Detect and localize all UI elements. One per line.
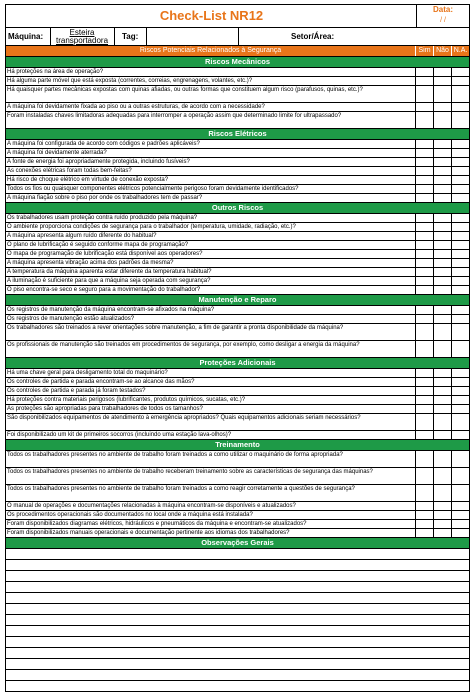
answer-na-cell[interactable] [451, 324, 469, 340]
observation-line[interactable] [6, 593, 469, 604]
checklist-question: Há alguma parte móvel que está exposta (correntes, correias, engrenagens, volantes, etc.)? [7, 78, 253, 84]
answer-na-cell[interactable] [451, 405, 469, 413]
answer-na-cell[interactable] [451, 194, 469, 202]
answer-no-cell[interactable] [433, 277, 451, 285]
checklist-question: A máquina apresenta vibração acima dos padrões da mesma? [7, 260, 174, 266]
answer-yes-cell[interactable] [415, 68, 433, 76]
answer-na-cell[interactable] [451, 451, 469, 467]
answer-na-cell[interactable] [451, 241, 469, 249]
checklist-row [6, 140, 469, 149]
section-title: Outros Riscos [6, 203, 469, 214]
observation-line[interactable] [6, 604, 469, 615]
checklist-row [6, 158, 469, 167]
answer-yes-cell[interactable] [415, 194, 433, 202]
checklist-question: As conexões elétricas foram todas bem-feitas? [7, 168, 132, 174]
checklist-question: Todos os trabalhadores presentes no ambiente de trabalho foram treinados a como reagir corretamente a questões de segurança? [7, 486, 355, 492]
answer-no-cell[interactable] [433, 68, 451, 76]
observations-area[interactable] [6, 549, 469, 691]
section-title: Riscos Elétricos [6, 129, 469, 140]
answer-no-cell[interactable] [433, 185, 451, 193]
checklist-question: A iluminação é suficiente para que a máquina seja operada com segurança? [7, 278, 211, 284]
answer-na-cell[interactable] [451, 387, 469, 395]
checklist-question: Há quaisquer partes mecânicas expostas com quinas afiadas, ou outras formas que constituem algum risco (parafusos, quinas, etc.)? [7, 87, 363, 93]
checklist-question: Todos os trabalhadores presentes no ambiente de trabalho foram treinados a como utilizar o maquinário de forma apropriada? [7, 452, 343, 458]
checklist-row [6, 185, 469, 194]
answer-yes-cell[interactable] [415, 306, 433, 314]
checklist-question: Foram disponibilizados manuais operacionais e documentação pertinente aos idiomas dos trabalhadores? [7, 530, 290, 536]
answer-yes-cell[interactable] [415, 485, 433, 501]
answer-na-cell[interactable] [451, 250, 469, 258]
answer-yes-cell[interactable] [415, 167, 433, 175]
checklist-row [6, 414, 469, 431]
date-box[interactable] [416, 5, 469, 27]
machine-value[interactable]: Esteira transportadora [55, 28, 109, 45]
checklist-question: Todos os fios ou quaisquer componentes elétricos potencialmente perigoso foram devidamente identificados? [7, 186, 299, 192]
answer-yes-cell[interactable] [415, 250, 433, 258]
answer-yes-cell[interactable] [415, 414, 433, 430]
checklist-question: São disponibilizados equipamentos de atendimento à emergência apropriados? Quais equipamentos adicionais seriam necessários? [7, 415, 361, 421]
answer-yes-cell[interactable] [415, 214, 433, 222]
observation-line[interactable] [6, 549, 469, 560]
checklist-row [6, 378, 469, 387]
checklist-question: Os controles de partida e parada encontram-se ao alcance das mãos? [7, 379, 195, 385]
checklist-row [6, 86, 469, 103]
checklist-question: A máquina foi devidamente aterrada? [7, 150, 107, 156]
answer-yes-cell[interactable] [415, 511, 433, 519]
checklist-row [6, 396, 469, 405]
answer-na-cell[interactable] [451, 396, 469, 404]
checklist-sheet [5, 4, 470, 692]
answer-yes-cell[interactable] [415, 520, 433, 528]
answer-yes-cell[interactable] [415, 149, 433, 157]
answer-no-cell[interactable] [433, 369, 451, 377]
answer-no-cell[interactable] [433, 520, 451, 528]
answer-no-cell[interactable] [433, 485, 451, 501]
date-label: Data: [432, 5, 453, 14]
option-header-no: Não [433, 46, 451, 56]
tag-label: Tag: [122, 32, 139, 41]
answer-no-cell[interactable] [433, 194, 451, 202]
answer-na-cell[interactable] [451, 214, 469, 222]
checklist-row [6, 529, 469, 538]
answer-yes-cell[interactable] [415, 241, 433, 249]
answer-no-cell[interactable] [433, 529, 451, 537]
answer-na-cell[interactable] [451, 485, 469, 501]
answer-na-cell[interactable] [451, 103, 469, 111]
answer-yes-cell[interactable] [415, 529, 433, 537]
answer-na-cell[interactable] [451, 268, 469, 276]
checklist-row [6, 77, 469, 86]
checklist-row [6, 341, 469, 358]
answer-yes-cell[interactable] [415, 396, 433, 404]
answer-no-cell[interactable] [433, 86, 451, 102]
answer-na-cell[interactable] [451, 140, 469, 148]
title-bar [6, 5, 469, 28]
answer-na-cell[interactable] [451, 286, 469, 294]
answer-no-cell[interactable] [433, 396, 451, 404]
checklist-row [6, 194, 469, 203]
answer-no-cell[interactable] [433, 223, 451, 231]
answer-no-cell[interactable] [433, 431, 451, 439]
answer-na-cell[interactable] [451, 520, 469, 528]
answer-na-cell[interactable] [451, 167, 469, 175]
answer-na-cell[interactable] [451, 431, 469, 439]
answer-no-cell[interactable] [433, 502, 451, 510]
checklist-question: Há uma chave geral para desligamento total do maquinário? [7, 370, 168, 376]
answer-no-cell[interactable] [433, 214, 451, 222]
answer-no-cell[interactable] [433, 378, 451, 386]
checklist-row [6, 103, 469, 112]
checklist-row [6, 250, 469, 259]
answer-no-cell[interactable] [433, 387, 451, 395]
answer-yes-cell[interactable] [415, 86, 433, 102]
answer-no-cell[interactable] [433, 324, 451, 340]
observation-line[interactable] [6, 571, 469, 582]
observation-line[interactable] [6, 582, 469, 593]
answer-yes-cell[interactable] [415, 232, 433, 240]
answer-no-cell[interactable] [433, 112, 451, 128]
checklist-question: O mapa de programação de lubrificação está disponível aos operadores? [7, 251, 203, 257]
answer-na-cell[interactable] [451, 414, 469, 430]
answer-yes-cell[interactable] [415, 286, 433, 294]
answer-na-cell[interactable] [451, 77, 469, 85]
checklist-row [6, 468, 469, 485]
checklist-row [6, 387, 469, 396]
checklist-question: A máquina apresenta algum ruído diferente do habitual? [7, 233, 157, 239]
answer-yes-cell[interactable] [415, 431, 433, 439]
checklist-row [6, 149, 469, 158]
checklist-row [6, 286, 469, 295]
section-title: Treinamento [6, 440, 469, 451]
machine-label: Máquina: [8, 32, 44, 41]
checklist-question: Foram disponibilizados diagramas elétricos, hidráulicos e pneumáticos da máquina e encontram-se atualizados? [7, 521, 307, 527]
checklist-row [6, 520, 469, 529]
checklist-row [6, 68, 469, 77]
checklist-row [6, 405, 469, 414]
checklist-question: A máquina fiação sobre o piso por onde os trabalhadores tem de passar? [7, 195, 203, 201]
checklist-question: A fonte de energia foi apropriadamente protegida, incluindo fusíveis? [7, 159, 190, 165]
answer-na-cell[interactable] [451, 378, 469, 386]
section-title: Manutenção e Reparo [6, 295, 469, 306]
observation-line[interactable] [6, 681, 469, 691]
answer-no-cell[interactable] [433, 315, 451, 323]
checklist-row [6, 223, 469, 232]
checklist-row [6, 431, 469, 440]
checklist-row [6, 112, 469, 129]
answer-yes-cell[interactable] [415, 378, 433, 386]
checklist-question: Foi disponibilizado um kit de primeiros socorros (incluindo uma estação lava-olhos)? [7, 432, 232, 438]
answer-na-cell[interactable] [451, 158, 469, 166]
checklist-sections [6, 57, 469, 538]
answer-yes-cell[interactable] [415, 176, 433, 184]
answer-no-cell[interactable] [433, 167, 451, 175]
checklist-row [6, 277, 469, 286]
observation-line[interactable] [6, 560, 469, 571]
answer-no-cell[interactable] [433, 140, 451, 148]
answer-no-cell[interactable] [433, 286, 451, 294]
answer-no-cell[interactable] [433, 149, 451, 157]
observation-line[interactable] [6, 670, 469, 681]
answer-yes-cell[interactable] [415, 451, 433, 467]
answer-na-cell[interactable] [451, 232, 469, 240]
answer-na-cell[interactable] [451, 341, 469, 357]
answer-na-cell[interactable] [451, 86, 469, 102]
table-header [6, 46, 469, 57]
answer-yes-cell[interactable] [415, 112, 433, 128]
sector-label: Setor/Área: [291, 32, 335, 41]
answer-no-cell[interactable] [433, 232, 451, 240]
answer-na-cell[interactable] [451, 176, 469, 184]
answer-na-cell[interactable] [451, 468, 469, 484]
answer-yes-cell[interactable] [415, 259, 433, 267]
checklist-question: Há proteções contra materiais perigosos (lubrificantes, produtos químicos, sucatas, etc.)? [7, 397, 246, 403]
answer-no-cell[interactable] [433, 306, 451, 314]
answer-na-cell[interactable] [451, 306, 469, 314]
answer-no-cell[interactable] [433, 414, 451, 430]
answer-na-cell[interactable] [451, 149, 469, 157]
observation-line[interactable] [6, 626, 469, 637]
checklist-row [6, 511, 469, 520]
answer-na-cell[interactable] [451, 185, 469, 193]
checklist-question: Os trabalhadores são treinados a rever orientações sobre manutenção, a fim de garantir a pronta disponibilidade da máquina? [7, 325, 344, 331]
checklist-question: Há proteções na área de operação? [7, 69, 104, 75]
checklist-question: O piso encontra-se seco e seguro para a movimentação do trabalhador? [7, 287, 201, 293]
checklist-row [6, 259, 469, 268]
checklist-question: Há risco de choque elétrico em virtude de conexão exposta? [7, 177, 169, 183]
answer-na-cell[interactable] [451, 369, 469, 377]
answer-no-cell[interactable] [433, 268, 451, 276]
answer-yes-cell[interactable] [415, 140, 433, 148]
section-title: Proteções Adicionais [6, 358, 469, 369]
answer-yes-cell[interactable] [415, 223, 433, 231]
answer-na-cell[interactable] [451, 259, 469, 267]
info-row [6, 28, 469, 46]
answer-no-cell[interactable] [433, 103, 451, 111]
table-header-title: Riscos Potenciais Relacionados à Segurança [139, 47, 282, 54]
answer-yes-cell[interactable] [415, 369, 433, 377]
checklist-row [6, 369, 469, 378]
answer-yes-cell[interactable] [415, 158, 433, 166]
answer-no-cell[interactable] [433, 250, 451, 258]
answer-yes-cell[interactable] [415, 103, 433, 111]
answer-no-cell[interactable] [433, 77, 451, 85]
checklist-row [6, 268, 469, 277]
checklist-question: Foram instaladas chaves limitadoras adequadas para interromper a operação assim que determinado limite for ultrapassado? [7, 113, 342, 119]
document-title: Check-List NR12 [159, 8, 264, 23]
option-header-yes: Sim [415, 46, 433, 56]
checklist-row [6, 167, 469, 176]
answer-na-cell[interactable] [451, 68, 469, 76]
answer-no-cell[interactable] [433, 259, 451, 267]
checklist-question: Os registros de manutenção da máquina encontram-se afixados na máquina? [7, 307, 215, 313]
checklist-row [6, 324, 469, 341]
checklist-row [6, 241, 469, 250]
sector-field[interactable] [346, 28, 466, 45]
checklist-question: As proteções são apropriadas para trabalhadores de todos os tamanhos? [7, 406, 203, 412]
checklist-question: Os controles de partida e parada já foram testados? [7, 388, 146, 394]
answer-na-cell[interactable] [451, 277, 469, 285]
answer-no-cell[interactable] [433, 341, 451, 357]
answer-yes-cell[interactable] [415, 277, 433, 285]
observation-line[interactable] [6, 615, 469, 626]
answer-yes-cell[interactable] [415, 315, 433, 323]
checklist-row [6, 485, 469, 502]
answer-na-cell[interactable] [451, 529, 469, 537]
answer-yes-cell[interactable] [415, 468, 433, 484]
answer-na-cell[interactable] [451, 502, 469, 510]
section-title: Riscos Mecânicos [6, 57, 469, 68]
checklist-question: Os procedimentos operacionais são documentados no local onde a máquina está instalada? [7, 512, 253, 518]
answer-yes-cell[interactable] [415, 341, 433, 357]
observation-line[interactable] [6, 659, 469, 670]
checklist-row [6, 306, 469, 315]
answer-no-cell[interactable] [433, 511, 451, 519]
checklist-question: A máquina foi devidamente fixada ao piso ou a outras estruturas, de acordo com a necessidade? [7, 104, 265, 110]
checklist-question: O ambiente proporciona condições de segurança para o trabalhador (temperatura, umidade, radiação, etc.)? [7, 224, 296, 230]
option-header-na: N.A. [451, 46, 469, 56]
answer-no-cell[interactable] [433, 176, 451, 184]
checklist-question: Todos os trabalhadores presentes no ambiente de trabalho receberam treinamento sobre as características de segurança das máquinas? [7, 469, 373, 475]
checklist-question: O manual de operações e documentações relacionadas à máquina encontram-se disponíveis e atualizados? [7, 503, 296, 509]
checklist-question: Os profissionais de manutenção são treinados em procedimentos de segurança, por exemplo, como desligar a energia da máquina? [7, 342, 360, 348]
checklist-row [6, 176, 469, 185]
answer-yes-cell[interactable] [415, 324, 433, 340]
checklist-row [6, 502, 469, 511]
answer-yes-cell[interactable] [415, 502, 433, 510]
checklist-question: O plano de lubrificação é seguido conforme mapa de programação? [7, 242, 189, 248]
answer-no-cell[interactable] [433, 451, 451, 467]
checklist-row [6, 315, 469, 324]
checklist-question: Os trabalhadores usam proteção contra ruído produzido pela máquina? [7, 215, 198, 221]
answer-na-cell[interactable] [451, 223, 469, 231]
observation-line[interactable] [6, 648, 469, 659]
answer-no-cell[interactable] [433, 158, 451, 166]
tag-field[interactable] [148, 28, 238, 45]
checklist-row [6, 214, 469, 223]
checklist-question: Os registros de manutenção estão atualizados? [7, 316, 135, 322]
observations-title: Observações Gerais [6, 538, 469, 549]
checklist-row [6, 232, 469, 241]
answer-yes-cell[interactable] [415, 405, 433, 413]
answer-na-cell[interactable] [451, 511, 469, 519]
answer-yes-cell[interactable] [415, 77, 433, 85]
answer-yes-cell[interactable] [415, 185, 433, 193]
observation-line[interactable] [6, 637, 469, 648]
checklist-question: A máquina foi configurada de acordo com códigos e padrões aplicáveis? [7, 141, 200, 147]
answer-yes-cell[interactable] [415, 387, 433, 395]
checklist-row [6, 451, 469, 468]
answer-na-cell[interactable] [451, 112, 469, 128]
checklist-question: A temperatura da máquina aparenta estar diferente da temperatura habitual? [7, 269, 212, 275]
answer-yes-cell[interactable] [415, 268, 433, 276]
answer-no-cell[interactable] [433, 241, 451, 249]
answer-na-cell[interactable] [451, 315, 469, 323]
answer-no-cell[interactable] [433, 405, 451, 413]
date-value[interactable]: / / [440, 17, 446, 24]
answer-no-cell[interactable] [433, 468, 451, 484]
